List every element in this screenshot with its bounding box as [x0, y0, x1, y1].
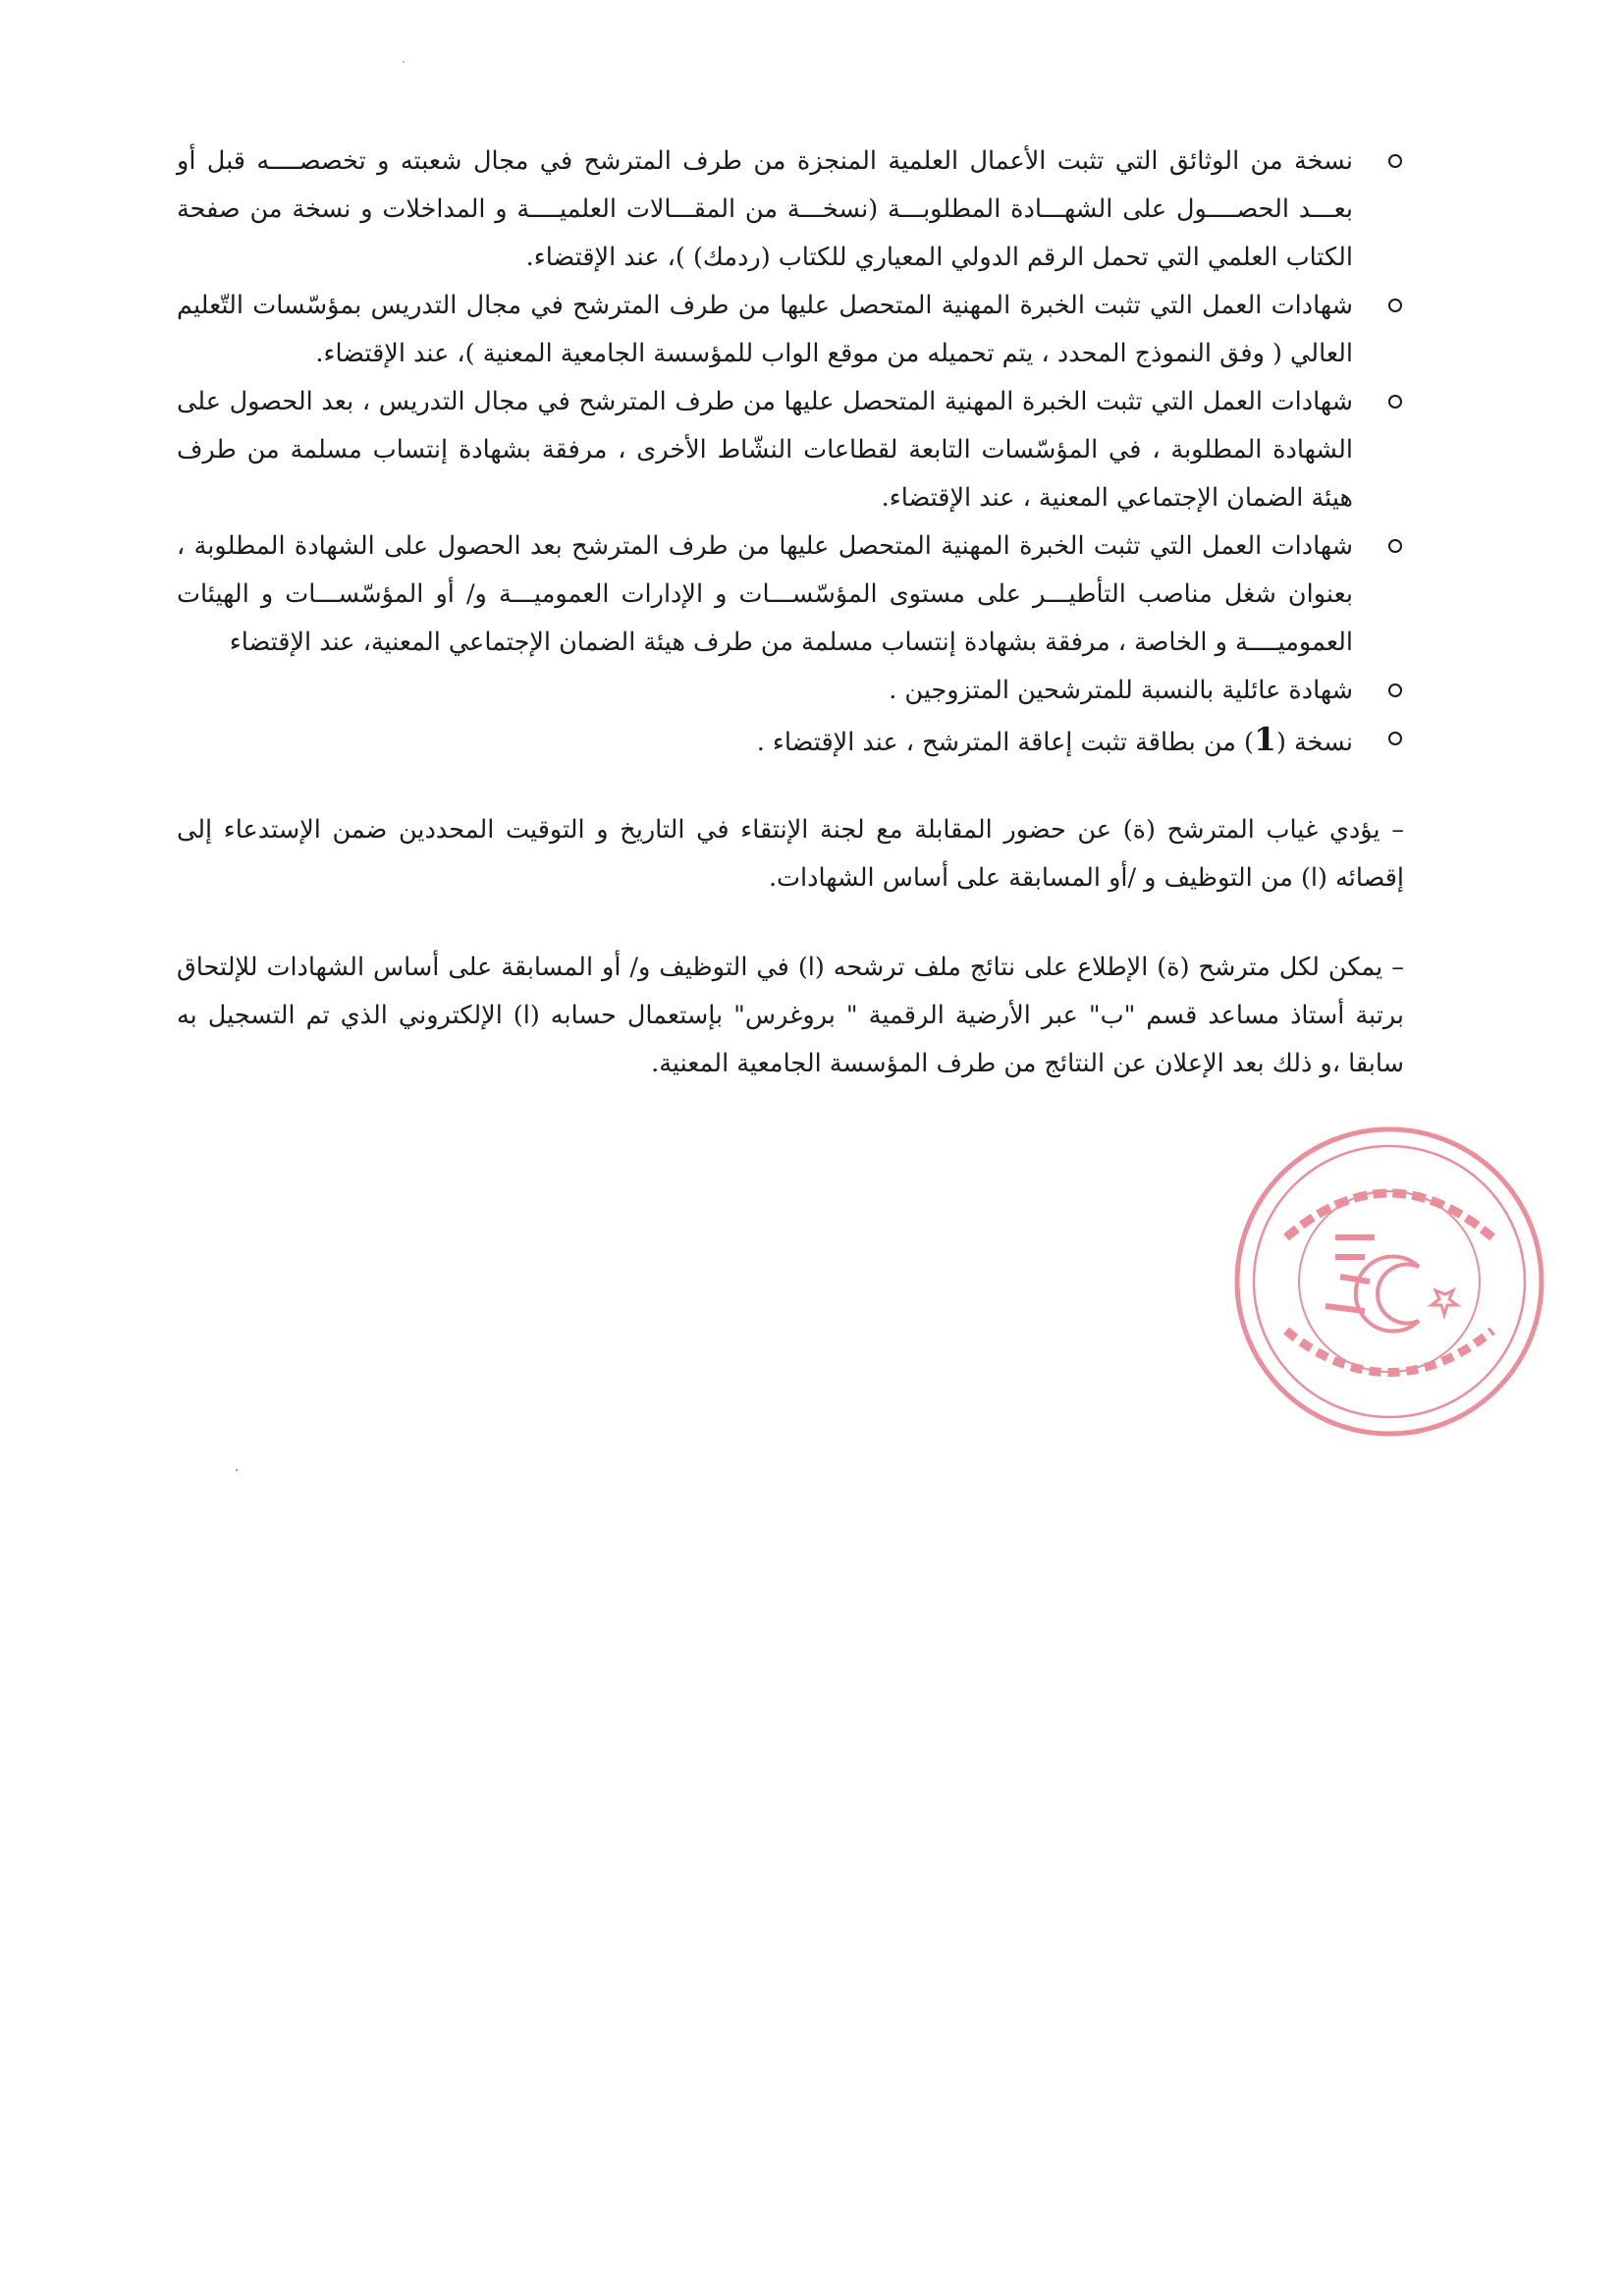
list-item-text: شهادات العمل التي تثبت الخبرة المهنية المتحصل عليها من طرف المترشح في مجال التدريس ، بعد الحصول على الشهادة المطلوبة ، في المؤسّسات التابعة لقطاعات النشّاط الأخرى ، مرفقة بشهادة إنتساب مسلمة من طرف هيئة الضمان الإجتماعي المعنية ، عند الإقتضاء. — [177, 387, 1353, 513]
results-notice-paragraph: – يمكن لكل مترشح (ة) الإطلاع على نتائج ملف ترشحه (ا) في التوظيف و/ أو المسابقة على أساس الشهادات للإلتحاق برتبة أستاذ مساعد قسم "ب" عبر الأرضية الرقمية " بروغرس" بإستعمال حسابه (ا) الإلكتروني الذي تم التسجيل به سابقا ،و ذلك بعد الإعلان عن النتائج من طرف المؤسسة الجامعية المعنية. — [177, 953, 1404, 1078]
list-item — [177, 715, 1404, 767]
list-item-number: 1 — [1253, 720, 1276, 758]
list-item — [177, 137, 1404, 282]
list-item-text: شهادة عائلية بالنسبة للمترشحين المتزوجين . — [889, 676, 1353, 705]
list-item-text: نسخة من الوثائق التي تثبت الأعمال العلمية المنجزة من طرف المترشح في مجال شعبته و تخصصــــه قبل أو بعـــد الحصــــول على الشهـــادة المطلوبـــة (نسخـــة من المقـــالات العلميــــة و المداخلات و نسخة من صفحة الكتاب العلمي التي تحمل الرقم الدولي المعياري للكتاب (ردمك) )، عند الإقتضاء. — [177, 146, 1353, 272]
circle-bullet-icon — [1388, 683, 1402, 697]
scan-speck — [403, 61, 405, 63]
required-documents-list — [177, 137, 1404, 767]
list-item — [177, 378, 1404, 522]
list-item-text — [756, 720, 1353, 758]
circle-bullet-icon — [1388, 732, 1402, 745]
list-item — [177, 667, 1404, 715]
official-seal-icon — [1227, 1120, 1551, 1444]
list-item-text: شهادات العمل التي تثبت الخبرة المهنية المتحصل عليها من طرف المترشح بعد الحصول على الشهادة المطلوبة ، بعنوان شغل مناصب التأطيـــر على مستوى المؤسّســـات و الإدارات العموميـــة و/ أو المؤسّســـات و الهيئات العموميــــة و الخاصة ، مرفقة بشهادة إنتساب مسلمة من طرف هيئة الضمان الإجتماعي المعنية، عند الإقتضاء — [177, 531, 1353, 657]
circle-bullet-icon — [1388, 395, 1402, 409]
circle-bullet-icon — [1388, 154, 1402, 168]
document-body — [177, 137, 1404, 1088]
scan-speck — [236, 1469, 238, 1471]
list-item — [177, 522, 1404, 667]
circle-bullet-icon — [1388, 539, 1402, 553]
list-item-text-end: ) من بطاقة تثبت إعاقة المترشح ، عند الإقتضاء . — [756, 728, 1254, 757]
circle-bullet-icon — [1388, 299, 1402, 312]
absence-notice-paragraph: – يؤدي غياب المترشح (ة) عن حضور المقابلة مع لجنة الإنتقاء في التاريخ و التوقيت المحددين ضمن الإستدعاء إلى إقصائه (ا) من التوظيف و /أو المسابقة على أساس الشهادات. — [177, 815, 1404, 893]
list-item-text-start: نسخة ( — [1275, 728, 1353, 757]
list-item — [177, 282, 1404, 378]
list-item-text: شهادات العمل التي تثبت الخبرة المهنية المتحصل عليها من طرف المترشح في مجال التدريس بمؤسّسات التّعليم العالي ( وفق النموذج المحدد ، يتم تحميله من موقع الواب للمؤسسة الجامعية المعنية )، عند الإقتضاء. — [177, 291, 1353, 368]
